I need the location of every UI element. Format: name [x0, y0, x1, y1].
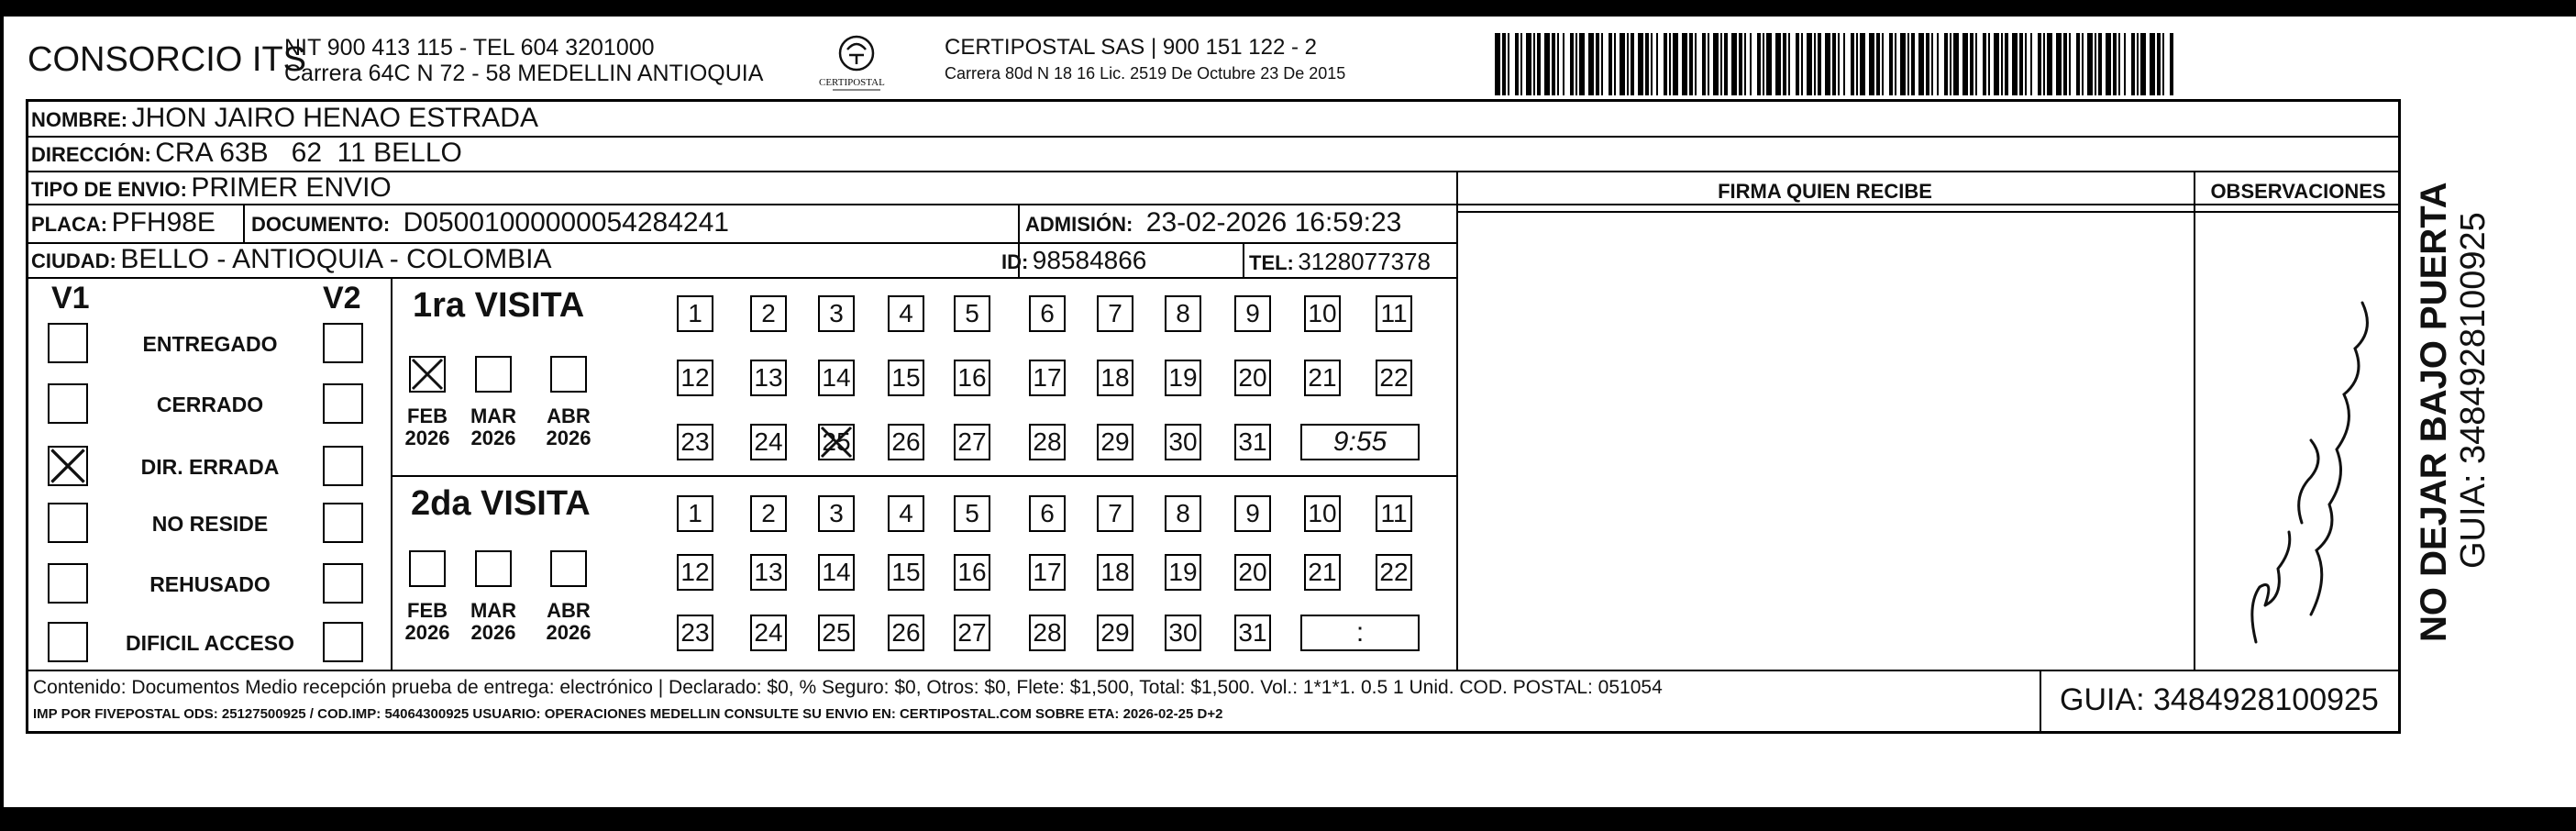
barcode-bar — [1950, 33, 1951, 95]
ciudad-label: CIUDAD: — [31, 249, 116, 272]
barcode-bar — [1907, 33, 1909, 95]
month-name: MAR — [470, 404, 517, 427]
barcode-bar — [1843, 33, 1845, 95]
nombre-value: JHON JAIRO HENAO ESTRADA — [131, 103, 538, 133]
month-label — [541, 405, 596, 449]
barcode-bar — [2030, 33, 2032, 95]
month-year: 2026 — [470, 427, 516, 449]
status-option-label: DIR. ERRADA — [140, 455, 280, 479]
barcode-bar — [1570, 33, 1574, 95]
day-box[interactable]: 11 — [1376, 495, 1412, 532]
barcode-bar — [1757, 33, 1761, 95]
barcode-bar — [2106, 33, 2111, 95]
barcode-bar — [1673, 33, 1678, 95]
v2-checkbox[interactable] — [323, 323, 363, 363]
barcode-bar — [1708, 33, 1709, 95]
status-option-label: NO RESIDE — [151, 512, 269, 536]
nombre-row — [31, 103, 538, 134]
day-box[interactable]: 13 — [750, 554, 787, 591]
barcode-bar — [1801, 33, 1803, 95]
barcode-bar — [1788, 33, 1790, 95]
barcode-bar — [2063, 33, 2067, 95]
barcode-bar — [1579, 33, 1585, 95]
barcode-bar — [1869, 33, 1874, 95]
barcode-bar — [1900, 33, 1906, 95]
barcode-bar — [1537, 33, 1541, 95]
courier-license: Carrera 80d N 18 16 Lic. 2519 De Octubre 23 De 2015 — [945, 64, 1346, 83]
day-box[interactable]: 26 — [888, 424, 924, 460]
v2-checkbox[interactable] — [323, 622, 363, 662]
barcode-bar — [1614, 33, 1616, 95]
bottom-black-border — [0, 807, 2576, 831]
month-label — [541, 600, 596, 644]
barcode-bar — [1851, 33, 1854, 95]
day-box[interactable]: 31 — [1234, 615, 1271, 651]
tel-row — [1249, 248, 1431, 276]
barcode-bar — [1695, 33, 1697, 95]
day-box[interactable]: 20 — [1234, 554, 1271, 591]
row-divider — [26, 277, 1456, 279]
admision-value: 23-02-2026 16:59:23 — [1145, 207, 1402, 238]
barcode-bar — [2150, 33, 2155, 95]
barcode-bar — [2076, 33, 2080, 95]
barcode-bar — [1533, 33, 1535, 95]
barcode-bar — [1994, 33, 1999, 95]
v1-checkbox[interactable] — [48, 563, 88, 604]
observaciones-header: OBSERVACIONES — [2210, 180, 2386, 203]
day-box[interactable]: 22 — [1376, 360, 1412, 396]
tel-value: 3128077378 — [1298, 248, 1431, 275]
tipo-row — [31, 172, 392, 204]
handwritten-observation — [2201, 275, 2394, 660]
barcode-bar — [2082, 33, 2084, 95]
barcode-bar — [1970, 33, 1973, 95]
barcode-bar — [1783, 33, 1786, 95]
month-year: 2026 — [470, 621, 516, 644]
barcode-bar — [1588, 33, 1594, 95]
footer-imp: IMP POR FIVEPOSTAL ODS: 25127500925 / COD.IMP: 54064300925 USUARIO: OPERACIONES MEDELLIN CONSULTE SU ENVIO EN: CERTIPOSTAL.COM SOBRE ETA: 2026-02-25 D+2 — [33, 706, 1223, 722]
barcode-bar — [1645, 33, 1649, 95]
day-box[interactable]: 15 — [888, 360, 924, 396]
col-divider — [2194, 171, 2195, 670]
barcode-bar — [2001, 33, 2003, 95]
barcode-bar — [2124, 33, 2126, 95]
day-box[interactable]: 15 — [888, 554, 924, 591]
spacer — [638, 277, 640, 670]
admision-row — [1025, 207, 1401, 238]
barcode-bar — [1807, 33, 1812, 95]
row-divider — [392, 475, 1456, 477]
day-box[interactable]: 19 — [1165, 360, 1201, 396]
barcode-bar — [1818, 33, 1821, 95]
barcode-bar — [2098, 33, 2102, 95]
day-box[interactable]: 4 — [888, 495, 924, 532]
barcode-bar — [1669, 33, 1671, 95]
barcode-bar — [1552, 33, 1555, 95]
day-box[interactable]: 23 — [677, 615, 713, 651]
barcode-bar — [2131, 33, 2135, 95]
day-box[interactable]: 6 — [1029, 295, 1066, 332]
id-row — [1001, 246, 1146, 275]
barcode-bar — [1557, 33, 1559, 95]
day-box[interactable]: 2 — [750, 295, 787, 332]
barcode-bar — [2162, 33, 2164, 95]
barcode-bar — [1720, 33, 1722, 95]
first-visit-title: 1ra VISITA — [413, 286, 585, 325]
barcode-bar — [2047, 33, 2052, 95]
second-visit-title: 2da VISITA — [411, 484, 591, 523]
day-check-mark — [818, 424, 855, 460]
barcode-bar — [1796, 33, 1799, 95]
nit-line: NIT 900 413 115 - TEL 604 3201000 — [284, 35, 655, 61]
barcode-bar — [1724, 33, 1728, 95]
documento-label: DOCUMENTO: — [251, 213, 391, 236]
time-box[interactable]: : — [1300, 615, 1420, 651]
barcode-bar — [1825, 33, 1830, 95]
v2-checkbox[interactable] — [323, 503, 363, 543]
col-divider — [1456, 171, 1458, 670]
footer-guia: GUIA: 3484928100925 — [2060, 682, 2379, 717]
month-name: ABR — [547, 599, 591, 622]
day-box[interactable]: 8 — [1165, 495, 1201, 532]
barcode-bar — [2012, 33, 2018, 95]
barcode-bar — [1775, 33, 1781, 95]
barcode-bar — [1744, 33, 1746, 95]
day-box[interactable]: 16 — [954, 554, 990, 591]
month-check-mark — [409, 356, 446, 393]
documento-value: D05001000000054284241 — [403, 207, 729, 238]
barcode-bar — [1682, 33, 1687, 95]
company-name: CONSORCIO ITS — [28, 40, 307, 79]
day-box[interactable]: 29 — [1097, 615, 1133, 651]
day-box[interactable]: 1 — [677, 495, 713, 532]
col-divider — [1243, 242, 1244, 277]
barcode-bar — [1596, 33, 1599, 95]
barcode-bar — [1627, 33, 1629, 95]
barcode-bar — [2087, 33, 2093, 95]
direccion-row — [31, 138, 462, 169]
day-box[interactable]: 3 — [818, 495, 855, 532]
courier-line: CERTIPOSTAL SAS | 900 151 122 - 2 — [945, 35, 1317, 60]
direccion-label: DIRECCIÓN: — [31, 143, 151, 166]
placa-label: PLACA: — [31, 213, 108, 236]
day-box[interactable]: 21 — [1304, 360, 1341, 396]
id-value: 98584866 — [1032, 246, 1147, 274]
barcode-bar — [2157, 33, 2161, 95]
barcode-bar — [1962, 33, 1968, 95]
month-checkbox[interactable] — [409, 550, 446, 587]
month-checkbox[interactable] — [550, 356, 587, 393]
month-year: 2026 — [546, 621, 591, 644]
day-box[interactable]: 18 — [1097, 554, 1133, 591]
month-name: MAR — [470, 599, 517, 622]
day-box[interactable]: 3 — [818, 295, 855, 332]
barcode — [1495, 33, 2175, 95]
barcode-bar — [1731, 33, 1737, 95]
day-box[interactable]: 11 — [1376, 295, 1412, 332]
day-box[interactable]: 29 — [1097, 424, 1133, 460]
month-checkbox[interactable] — [550, 550, 587, 587]
row-divider — [26, 204, 2401, 205]
barcode-bar — [1502, 33, 1506, 95]
day-box[interactable]: 31 — [1234, 424, 1271, 460]
courier-info — [945, 35, 1345, 86]
month-name: ABR — [547, 404, 591, 427]
barcode-bar — [2069, 33, 2071, 95]
barcode-bar — [1609, 33, 1612, 95]
barcode-bar — [1931, 33, 1933, 95]
side-guia: GUIA: 3484928100925 — [2454, 212, 2493, 569]
day-box[interactable]: 12 — [677, 360, 713, 396]
row-divider — [1458, 211, 2401, 213]
barcode-bar — [2043, 33, 2045, 95]
time-box[interactable]: 9:55 — [1300, 424, 1420, 460]
id-label: ID: — [1001, 250, 1029, 273]
day-box[interactable]: 23 — [677, 424, 713, 460]
barcode-bar — [1739, 33, 1742, 95]
barcode-bar — [1911, 33, 1915, 95]
barcode-bar — [1515, 33, 1519, 95]
barcode-bar — [1495, 33, 1500, 95]
barcode-bar — [1832, 33, 1836, 95]
barcode-bar — [2056, 33, 2062, 95]
day-box[interactable]: 7 — [1097, 295, 1133, 332]
logo-text: CERTIPOSTAL — [819, 77, 885, 88]
top-black-border — [0, 0, 2576, 17]
v1-checkbox[interactable] — [48, 622, 88, 662]
month-label — [400, 405, 455, 449]
placa-value: PFH98E — [111, 207, 216, 238]
barcode-bar — [2137, 33, 2139, 95]
barcode-bar — [1656, 33, 1658, 95]
col-divider — [391, 277, 392, 670]
day-box[interactable]: 30 — [1165, 424, 1201, 460]
firma-header: FIRMA QUIEN RECIBE — [1718, 180, 1932, 203]
placa-row — [31, 207, 216, 238]
barcode-bar — [1544, 33, 1550, 95]
barcode-bar — [1953, 33, 1959, 95]
barcode-bar — [2005, 33, 2008, 95]
v1-checkbox[interactable] — [48, 383, 88, 424]
barcode-bar — [1620, 33, 1625, 95]
barcode-bar — [1575, 33, 1577, 95]
month-year: 2026 — [546, 427, 591, 449]
month-name: FEB — [407, 404, 448, 427]
barcode-bar — [1638, 33, 1643, 95]
barcode-bar — [2113, 33, 2117, 95]
barcode-bar — [1651, 33, 1653, 95]
company-info — [284, 35, 763, 86]
ciudad-value: BELLO - ANTIOQUIA - COLOMBIA — [120, 244, 552, 274]
barcode-bar — [1860, 33, 1865, 95]
day-box[interactable]: 4 — [888, 295, 924, 332]
nombre-label: NOMBRE: — [31, 108, 128, 131]
month-checkbox[interactable] — [475, 356, 512, 393]
v2-checkbox[interactable] — [323, 563, 363, 604]
day-box[interactable]: 24 — [750, 615, 787, 651]
v2-checkbox[interactable] — [323, 383, 363, 424]
barcode-bar — [2170, 33, 2173, 95]
status-option-label: DIFICIL ACCESO — [125, 631, 294, 655]
tipo-value: PRIMER ENVIO — [191, 172, 392, 203]
col-divider — [2040, 670, 2041, 734]
direccion-value: CRA 63B 62 11 BELLO — [155, 138, 462, 168]
day-box[interactable]: 25 — [818, 615, 855, 651]
day-box[interactable]: 6 — [1029, 495, 1066, 532]
barcode-bar — [2025, 33, 2027, 95]
v1-checkbox[interactable] — [48, 323, 88, 363]
day-box[interactable]: 24 — [750, 424, 787, 460]
barcode-bar — [1713, 33, 1719, 95]
day-box[interactable]: 27 — [954, 424, 990, 460]
day-box[interactable]: 22 — [1376, 554, 1412, 591]
month-label — [466, 600, 521, 644]
barcode-bar — [1882, 33, 1884, 95]
footer-contenido: Contenido: Documentos Medio recepción prueba de entrega: electrónico | Declarado: $0, % Seguro: $0, Otros: $0, Flete: $1,500, Total: $1,500. Vol.: 1*1*1. 0.5 1 Unid. COD. POSTAL: 051054 — [33, 677, 1663, 698]
month-name: FEB — [407, 599, 448, 622]
barcode-bar — [1601, 33, 1603, 95]
day-box[interactable]: 17 — [1029, 360, 1066, 396]
day-box[interactable]: 10 — [1304, 495, 1341, 532]
day-box[interactable]: 30 — [1165, 615, 1201, 651]
col-divider — [243, 204, 245, 242]
day-box[interactable]: 21 — [1304, 554, 1341, 591]
barcode-bar — [1856, 33, 1858, 95]
barcode-bar — [1926, 33, 1929, 95]
barcode-bar — [2140, 33, 2146, 95]
day-box[interactable]: 12 — [677, 554, 713, 591]
day-box[interactable]: 5 — [954, 495, 990, 532]
day-box[interactable]: 2 — [750, 495, 787, 532]
barcode-bar — [2118, 33, 2120, 95]
month-year: 2026 — [404, 427, 450, 449]
day-box[interactable]: 28 — [1029, 615, 1066, 651]
day-box[interactable]: 17 — [1029, 554, 1066, 591]
month-checkbox[interactable] — [475, 550, 512, 587]
barcode-bar — [1988, 33, 1990, 95]
v1-header: V1 — [51, 281, 90, 316]
barcode-bar — [1631, 33, 1634, 95]
tipo-label: TIPO DE ENVIO: — [31, 178, 187, 201]
barcode-bar — [1508, 33, 1509, 95]
barcode-bar — [1889, 33, 1893, 95]
barcode-bar — [1983, 33, 1986, 95]
day-box[interactable]: 18 — [1097, 360, 1133, 396]
day-box[interactable]: 25 — [818, 424, 855, 460]
barcode-bar — [1918, 33, 1924, 95]
barcode-bar — [1689, 33, 1693, 95]
barcode-bar — [1563, 33, 1564, 95]
ciudad-row — [31, 244, 551, 275]
barcode-bar — [1814, 33, 1816, 95]
barcode-bar — [1526, 33, 1531, 95]
day-box[interactable]: 26 — [888, 615, 924, 651]
v1-checkbox[interactable] — [48, 503, 88, 543]
day-box[interactable]: 20 — [1234, 360, 1271, 396]
v1-check-mark — [48, 446, 88, 486]
day-box[interactable]: 14 — [818, 360, 855, 396]
barcode-bar — [1750, 33, 1752, 95]
day-box[interactable]: 19 — [1165, 554, 1201, 591]
barcode-bar — [1876, 33, 1880, 95]
month-year: 2026 — [404, 621, 450, 644]
barcode-bar — [2019, 33, 2023, 95]
day-box[interactable]: 7 — [1097, 495, 1133, 532]
day-box[interactable]: 8 — [1165, 295, 1201, 332]
day-box[interactable]: 10 — [1304, 295, 1341, 332]
month-label — [466, 405, 521, 449]
v2-checkbox[interactable] — [323, 446, 363, 486]
day-box[interactable]: 9 — [1234, 295, 1271, 332]
barcode-bar — [2095, 33, 2096, 95]
v2-header: V2 — [323, 281, 361, 316]
barcode-bar — [1766, 33, 1772, 95]
status-option-label: CERRADO — [156, 393, 264, 416]
barcode-bar — [1944, 33, 1948, 95]
status-option-label: REHUSADO — [149, 572, 271, 596]
barcode-bar — [1763, 33, 1764, 95]
day-box[interactable]: 16 — [954, 360, 990, 396]
day-box[interactable]: 28 — [1029, 424, 1066, 460]
day-box[interactable]: 27 — [954, 615, 990, 651]
barcode-bar — [1975, 33, 1977, 95]
admision-label: ADMISIÓN: — [1025, 213, 1133, 236]
side-warning: NO DEJAR BAJO PUERTA — [2414, 182, 2454, 642]
day-box[interactable]: 13 — [750, 360, 787, 396]
barcode-bar — [1895, 33, 1896, 95]
month-label — [400, 600, 455, 644]
barcode-bar — [2038, 33, 2041, 95]
barcode-bar — [1520, 33, 1522, 95]
documento-row — [251, 207, 729, 238]
left-black-border — [0, 17, 4, 807]
status-option-label: ENTREGADO — [142, 332, 278, 356]
tel-label: TEL: — [1249, 251, 1294, 274]
row-divider — [26, 670, 2401, 671]
day-box[interactable]: 9 — [1234, 495, 1271, 532]
barcode-bar — [1702, 33, 1706, 95]
day-box[interactable]: 5 — [954, 295, 990, 332]
day-box[interactable]: 1 — [677, 295, 713, 332]
barcode-bar — [1838, 33, 1840, 95]
barcode-bar — [1937, 33, 1939, 95]
address-line: Carrera 64C N 72 - 58 MEDELLIN ANTIOQUIA — [284, 61, 764, 86]
day-box[interactable]: 14 — [818, 554, 855, 591]
barcode-bar — [1664, 33, 1667, 95]
